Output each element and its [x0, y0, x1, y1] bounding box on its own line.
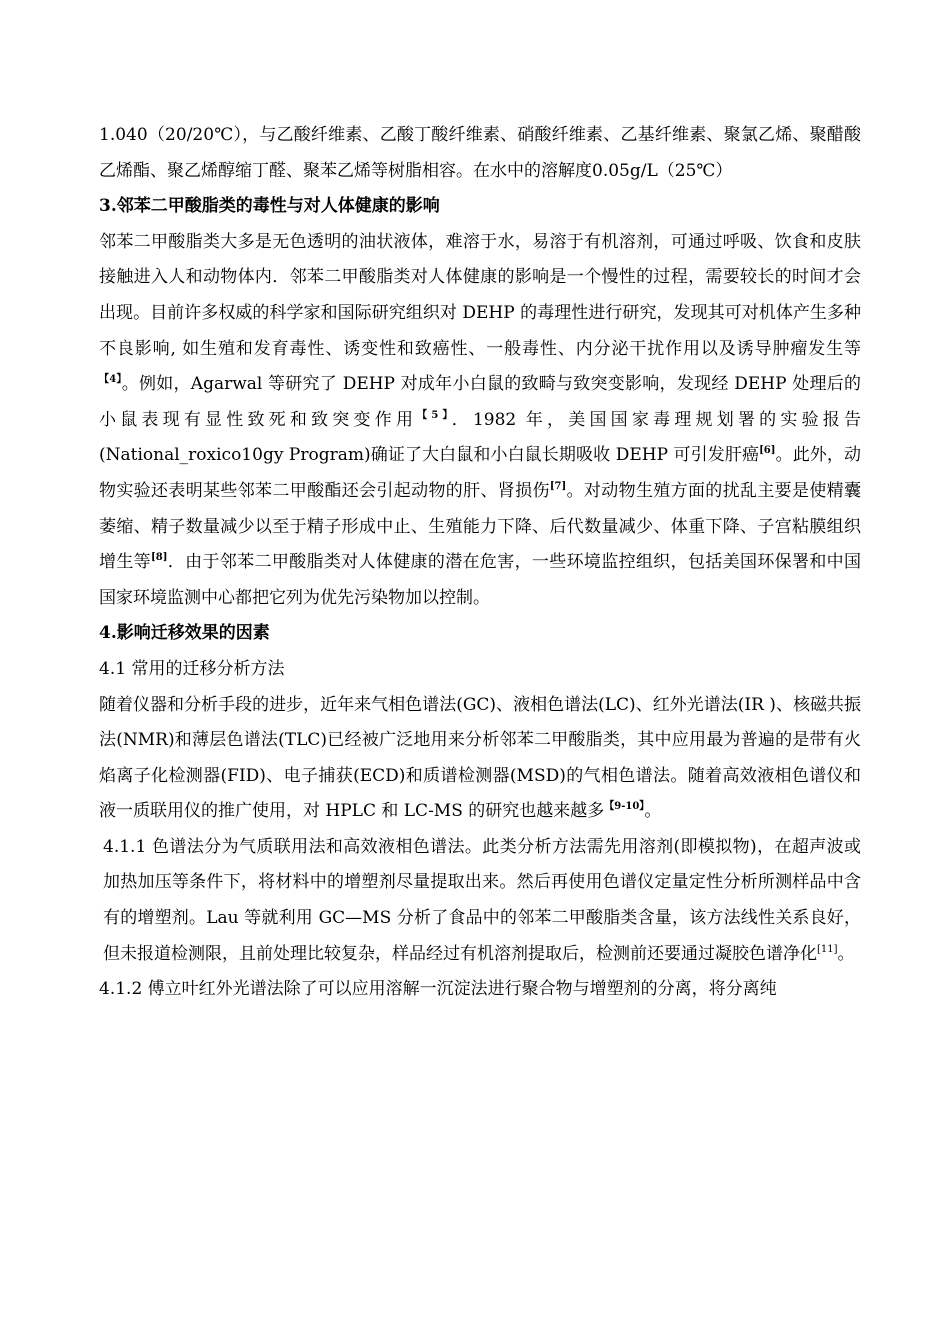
- section-4-1-1-text-b: 。: [837, 943, 855, 964]
- citation-4: 【4】: [99, 374, 122, 386]
- section-4-1-2-text: 4.1.2 傅立叶红外光谱法除了可以应用溶解一沉淀法进行聚合物与增塑剂的分离，将分离纯: [99, 979, 777, 1000]
- section-3-text-e: 。对动物生殖方面的扰乱主要是使精囊萎缩、精子数量减少以至于精子形成中止、生殖能力下降、后代数量减少、体重下降、子宫粘膜组织增生等: [99, 480, 862, 573]
- section-3-text-b: 。例如，Agarwal 等研究了 DEHP 对成年小白鼠的致畸与致突变影响，发现经 DEHP 处理后的小鼠表现有显性致死和致突变作用: [99, 374, 861, 430]
- section-4-1-paragraph: [99, 688, 861, 830]
- section-4-1-1-paragraph: [99, 830, 861, 972]
- citation-8: [8]: [151, 552, 168, 564]
- intro-text: 1.040（20/20℃），与乙酸纤维素、乙酸丁酸纤维素、硝酸纤维素、乙基纤维素、聚氯乙烯、聚醋酸乙烯酯、聚乙烯醇缩丁醛、聚苯乙烯等树脂相容。在水中的溶解度0.05g/L（25℃）: [99, 125, 861, 181]
- section-3-paragraph: [99, 225, 861, 617]
- intro-paragraph: [99, 118, 861, 189]
- citation-11: [11]: [817, 943, 838, 955]
- section-3-text-a: 邻苯二甲酸脂类大多是无色透明的油状液体，难溶于水，易溶于有机溶剂，可通过呼吸、饮食和皮肤接触进入人和动物体内．邻苯二甲酸脂类对人体健康的影响是一个慢性的过程，需要较长的时间才会出现。目前许多权威的科学家和国际研究组织对 DEHP 的毒理性进行研究，发现其可对机体产生多种不良影响, 如生殖和发育毒性、诱变性和致癌性、一般毒性、内分泌干扰作用以及诱导肿瘤发生等: [99, 231, 861, 359]
- citation-6: [6]: [759, 445, 776, 457]
- subsection-4-1-heading: 4.1 常用的迁移分析方法: [99, 658, 285, 679]
- citation-7: [7]: [549, 480, 567, 492]
- section-4-1-text-b: 。: [644, 801, 662, 822]
- section-3-heading: 3.邻苯二甲酸脂类的毒性与对人体健康的影响: [99, 196, 440, 217]
- citation-9-10: 【9-10】: [604, 801, 645, 813]
- section-4-1-2-paragraph: [99, 972, 861, 1008]
- section-4-1-1-text-a: 4.1.1 色谱法分为气质联用法和高效液相色谱法。此类分析方法需先用溶剂(即模拟物)，在超声波或加热加压等条件下，将材料中的增塑剂尽量提取出来。然后再使用色谱仪定量定性分析所测样品中含有的增塑剂。Lau 等就利用 GC—MS 分析了食品中的邻苯二甲酸脂类含量，该方法线性关系良好，但未报道检测限，且前处理比较复杂，样品经过有机溶剂提取后，检测前还要通过凝胶色谱净化: [103, 836, 861, 964]
- document-page: [99, 118, 861, 1008]
- section-3-text-c: ．1982 年，美国国家毒理规划署的实验报告(National_roxico10gy Program)确证了大白鼠和小白鼠长期吸收 DEHP 可引发肝癌: [99, 409, 861, 466]
- citation-5: 【5】: [417, 409, 452, 421]
- section-3-text-f: ．由于邻苯二甲酸脂类对人体健康的潜在危害，一些环境监控组织，包括美国环保署和中国国家环境监测中心都把它列为优先污染物加以控制。: [99, 552, 862, 608]
- section-4-heading: 4.影响迁移效果的因素: [99, 623, 270, 644]
- section-3-text-d: 。此外，动物实验还表明某些邻苯二甲酸酯还会引起动物的肝、肾损伤: [99, 445, 862, 501]
- section-4-1-text-a: 随着仪器和分析手段的进步，近年来气相色谱法(GC)、液相色谱法(LC)、红外光谱法(IR )、核磁共振法(NMR)和薄层色谱法(TLC)已经被广泛地用来分析邻苯二甲酸脂类，其中应用最为普遍的是带有火焰离子化检测器(FID)、电子捕获(ECD)和质谱检测器(MSD)的气相色谱法。随着高效液相色谱仪和液一质联用仪的推广使用，对 HPLC 和 LC-MS 的研究也越来越多: [99, 694, 861, 822]
